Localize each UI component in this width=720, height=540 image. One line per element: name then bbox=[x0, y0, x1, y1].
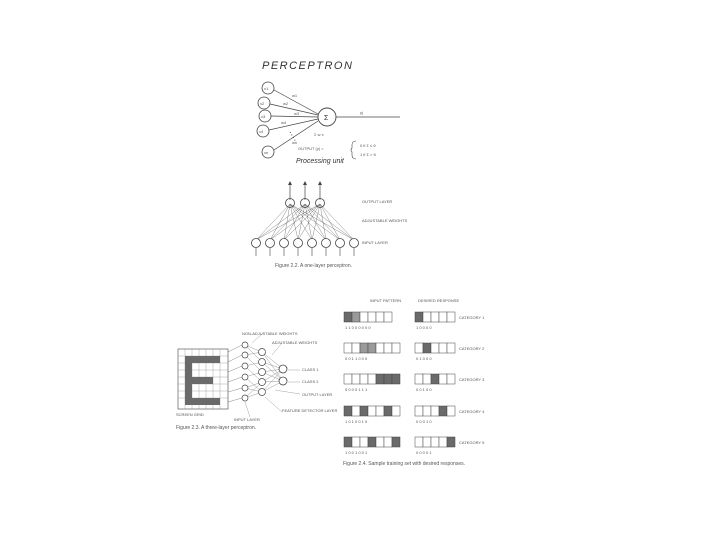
input-cell bbox=[352, 374, 360, 384]
input-cell bbox=[344, 343, 352, 353]
output-cell bbox=[447, 343, 455, 353]
input-cell bbox=[360, 406, 368, 416]
output-cell bbox=[439, 374, 447, 384]
input-cell bbox=[344, 437, 352, 447]
input-cell bbox=[376, 343, 384, 353]
label-input-layer-3: INPUT LAYER bbox=[234, 417, 260, 422]
input-cell bbox=[384, 374, 392, 384]
output-cell bbox=[431, 437, 439, 447]
label-class-1: CLASS 1 bbox=[302, 367, 319, 372]
output-cell bbox=[415, 406, 423, 416]
input-cell bbox=[368, 343, 376, 353]
weight-label-3: w3 bbox=[294, 111, 300, 116]
header-desired-response: DESIRED RESPONSE bbox=[418, 298, 460, 303]
input-cell bbox=[384, 437, 392, 447]
input-layer-nodes bbox=[252, 239, 359, 248]
weight-edge-3 bbox=[271, 116, 318, 117]
input-cell bbox=[392, 343, 400, 353]
one-layer-connections bbox=[256, 204, 354, 240]
output-cell bbox=[447, 437, 455, 447]
label-output-layer-3: OUTPUT LAYER bbox=[302, 392, 333, 397]
training-rows bbox=[344, 312, 485, 455]
input-cell bbox=[392, 437, 400, 447]
output-cell bbox=[439, 406, 447, 416]
label-class-2: CLASS 2 bbox=[302, 379, 319, 384]
training-row bbox=[344, 406, 485, 424]
arrowhead-3 bbox=[318, 181, 322, 185]
output-bits: 0 1 0 0 0 bbox=[416, 356, 432, 361]
label-adjustable-weights: ADJUSTABLE WEIGHTS bbox=[362, 218, 408, 223]
output-cell bbox=[423, 343, 431, 353]
training-row bbox=[344, 312, 485, 330]
output-cell bbox=[415, 437, 423, 447]
panel3-caption: Figure 2.3. A three-layer perceptron. bbox=[176, 425, 257, 431]
output-rule-0: 0 if Σ ≤ θ bbox=[360, 143, 376, 148]
label-input-layer: INPUT LAYER bbox=[362, 240, 388, 245]
output-cell bbox=[431, 312, 439, 322]
training-row bbox=[344, 374, 485, 392]
class1-unit bbox=[279, 365, 287, 373]
panel1-title: PERCEPTRON bbox=[262, 60, 354, 72]
output-cell bbox=[423, 312, 431, 322]
input-cell bbox=[352, 406, 360, 416]
input-bits: 1 1 0 0 0 0 0 0 bbox=[345, 325, 371, 330]
weight-label-4: w4 bbox=[281, 120, 287, 125]
output-cell bbox=[415, 312, 423, 322]
output-bits: 0 0 1 0 0 bbox=[416, 387, 432, 392]
input-bits: 1 0 1 0 0 1 0 bbox=[345, 419, 368, 424]
input-cell bbox=[344, 312, 352, 322]
output-bits: 0 0 0 0 1 bbox=[416, 450, 432, 455]
output-rule-label: OUTPUT (y) = bbox=[298, 146, 324, 151]
category-label: CATEGORY 3 bbox=[459, 377, 485, 382]
grid-to-input-lines bbox=[228, 345, 242, 402]
output-cell bbox=[431, 406, 439, 416]
input-cell bbox=[368, 374, 376, 384]
output-cell bbox=[431, 374, 439, 384]
sum-formula: Σ w x bbox=[314, 132, 324, 137]
class2-unit bbox=[279, 377, 287, 385]
input-label-3: x3 bbox=[261, 114, 266, 119]
output-cell bbox=[447, 374, 455, 384]
weight-label-n: wn bbox=[292, 140, 298, 145]
panel4-caption: Figure 2.4. Sample training set with desired responses. bbox=[343, 461, 466, 467]
output-label: yj bbox=[360, 110, 363, 115]
input-cell bbox=[376, 374, 384, 384]
input-cell bbox=[344, 374, 352, 384]
input-cell bbox=[376, 406, 384, 416]
output-bits: 0 0 0 1 0 bbox=[416, 419, 432, 424]
output-cell bbox=[415, 374, 423, 384]
output-bits: 1 0 0 0 0 bbox=[416, 325, 432, 330]
panel1-subtitle: Processing unit bbox=[296, 158, 344, 165]
input-cell bbox=[352, 312, 360, 322]
output-cell bbox=[423, 406, 431, 416]
summation-symbol: Σ bbox=[324, 115, 329, 122]
input-cell bbox=[352, 437, 360, 447]
input-cell bbox=[384, 343, 392, 353]
output-cell bbox=[431, 343, 439, 353]
input-cell bbox=[368, 312, 376, 322]
training-row bbox=[344, 343, 485, 361]
input-bits: 0 0 0 0 1 1 1 bbox=[345, 387, 368, 392]
training-set-panel bbox=[343, 298, 485, 467]
label-output-layer: OUTPUT LAYER bbox=[362, 199, 393, 204]
input-cell bbox=[376, 437, 384, 447]
weight-label-2: w2 bbox=[283, 101, 289, 106]
input-cell bbox=[392, 374, 400, 384]
perceptron-unit-panel bbox=[257, 60, 400, 165]
input-cell bbox=[344, 406, 352, 416]
output-cell bbox=[439, 343, 447, 353]
label-feature-detector: FEATURE DETECTOR LAYER bbox=[282, 408, 338, 413]
input-label-4: x4 bbox=[259, 129, 264, 134]
weight-edge-4 bbox=[269, 119, 318, 130]
output-cell bbox=[439, 437, 447, 447]
three-layer-perceptron-panel bbox=[176, 331, 337, 431]
rule-brace bbox=[351, 141, 356, 159]
input-cell bbox=[360, 437, 368, 447]
category-label: CATEGORY 4 bbox=[459, 409, 485, 414]
input-cell bbox=[392, 406, 400, 416]
label-non-adjustable-weights: NON-ADJUSTABLE WEIGHTS bbox=[242, 331, 298, 336]
input-cell bbox=[368, 406, 376, 416]
panel2-caption: Figure 2.2. A one-layer perceptron. bbox=[275, 263, 352, 269]
input-cell bbox=[352, 343, 360, 353]
input-layer-units bbox=[242, 342, 248, 401]
input-cell bbox=[376, 312, 384, 322]
input-cell bbox=[360, 312, 368, 322]
input-label-2: x2 bbox=[260, 101, 265, 106]
category-label: CATEGORY 2 bbox=[459, 346, 485, 351]
output-cell bbox=[423, 437, 431, 447]
input-stems bbox=[256, 248, 354, 256]
input-label-n: xn bbox=[264, 150, 269, 155]
category-label: CATEGORY 1 bbox=[459, 315, 485, 320]
input-cell bbox=[360, 343, 368, 353]
output-cell bbox=[439, 312, 447, 322]
arrowhead-2 bbox=[303, 181, 307, 185]
input-cell bbox=[368, 437, 376, 447]
one-layer-perceptron-panel bbox=[252, 181, 408, 269]
output-cell bbox=[423, 374, 431, 384]
output-cell bbox=[447, 406, 455, 416]
training-row bbox=[344, 437, 485, 455]
input-cell bbox=[384, 312, 392, 322]
input-bits: 1 0 0 1 0 0 1 bbox=[345, 450, 368, 455]
input-bits: 0 0 1 1 0 0 0 bbox=[345, 356, 368, 361]
label-screen-grid: SCREEN GRID bbox=[176, 412, 204, 417]
category-label: CATEGORY 5 bbox=[459, 440, 485, 445]
input-label-1: x1 bbox=[264, 86, 269, 91]
output-rule-1: 1 if Σ > θ bbox=[360, 152, 376, 157]
input-cell bbox=[360, 374, 368, 384]
input-cell bbox=[384, 406, 392, 416]
output-cell bbox=[447, 312, 455, 322]
arrowhead-1 bbox=[288, 181, 292, 185]
output-cell bbox=[415, 343, 423, 353]
weight-label-1: w1 bbox=[292, 93, 298, 98]
label-adjustable-weights-3: ADJUSTABLE WEIGHTS bbox=[272, 340, 318, 345]
header-input-pattern: INPUT PATTERN bbox=[370, 298, 402, 303]
